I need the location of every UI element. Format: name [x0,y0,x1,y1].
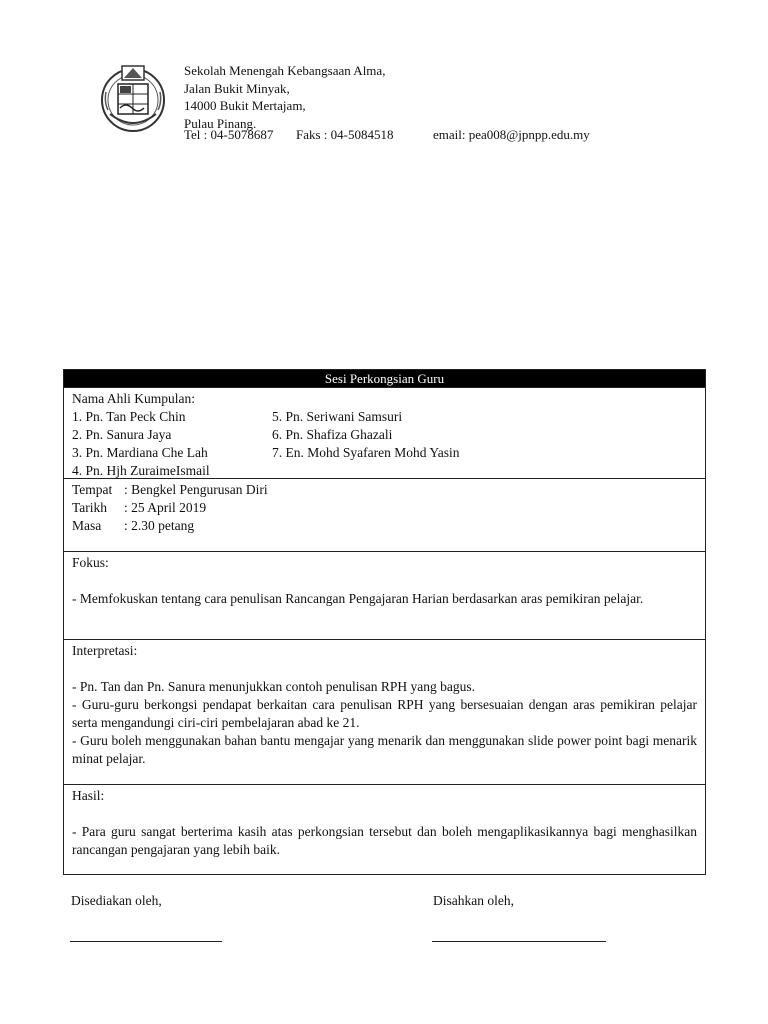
email: email: pea008@jpnpp.edu.my [433,127,590,142]
time-row [72,517,194,535]
fax: Faks : 04-5084518 [296,127,394,142]
time-value: : 2.30 petang [124,518,195,533]
focus-label: Fokus: [72,555,109,570]
verified-by-label: Disahkan oleh, [433,893,514,908]
date-label: Tarikh [72,500,108,515]
place-label: Tempat [72,482,113,497]
school-name: Sekolah Menengah Kebangsaan Alma, [184,63,386,78]
date-row [72,499,206,517]
school-crest-logo [100,62,166,134]
result-section [64,784,705,874]
members-section [64,387,705,478]
members-label: Nama Ahli Kumpulan: [72,391,195,406]
report-title: Sesi Perkongsian Guru [64,370,705,387]
verified-by-signature-line [432,941,606,942]
address-line-1: Jalan Bukit Minyak, [184,80,290,96]
members-column-2 [272,408,460,462]
member-item: 1. Pn. Tan Peck Chin [72,409,186,424]
member-item: 6. Pn. Shafiza Ghazali [272,427,393,442]
member-item: 7. En. Mohd Syafaren Mohd Yasin [272,445,460,460]
result-label: Hasil: [72,788,105,803]
place-row [72,481,268,499]
focus-text: - Memfokuskan tentang cara penulisan Rancangan Pengajaran Harian berdasarkan aras pemikiran pelajar. [72,591,644,606]
report-table [63,369,706,875]
focus-section [64,551,705,639]
place-value: : Bengkel Pengurusan Diri [124,482,268,497]
prepared-by-label: Disediakan oleh, [71,893,162,908]
interpretation-item: - Guru boleh menggunakan bahan bantu mengajar yang menarik dan menggunakan slide power point bagi menarik minat pelajar. [72,733,697,766]
interpretation-item: - Pn. Tan dan Pn. Sanura menunjukkan contoh penulisan RPH yang bagus. [72,679,476,694]
address-line-3: Pulau Pinang. [184,115,257,131]
interpretation-section [64,639,705,784]
address-line-2: 14000 Bukit Mertajam, [184,98,306,113]
member-item: 2. Pn. Sanura Jaya [72,427,172,442]
interpretation-label: Interpretasi: [72,643,138,658]
session-info-section [64,478,705,551]
letterhead [184,62,385,132]
member-item: 4. Pn. Hjh ZuraimeIsmail [72,463,210,478]
member-item: 3. Pn. Mardiana Che Lah [72,445,208,460]
time-label: Masa [72,518,102,533]
date-value: : 25 April 2019 [124,500,207,515]
prepared-by-signature-line [70,941,222,942]
telephone: Tel : 04-5078687 [184,127,274,142]
member-item: 5. Pn. Seriwani Samsuri [272,409,403,424]
interpretation-item: - Guru-guru berkongsi pendapat berkaitan cara penulisan RPH yang bersesuaian dengan aras pemikiran pelajar serta mengandungi ciri-ciri pembelajaran abad ke 21. [72,697,697,730]
result-text: - Para guru sangat berterima kasih atas perkongsian tersebut dan boleh mengaplikasikannya bagi menghasilkan rancangan pengajaran yang lebih baik. [72,824,697,857]
members-column-1 [72,408,210,480]
